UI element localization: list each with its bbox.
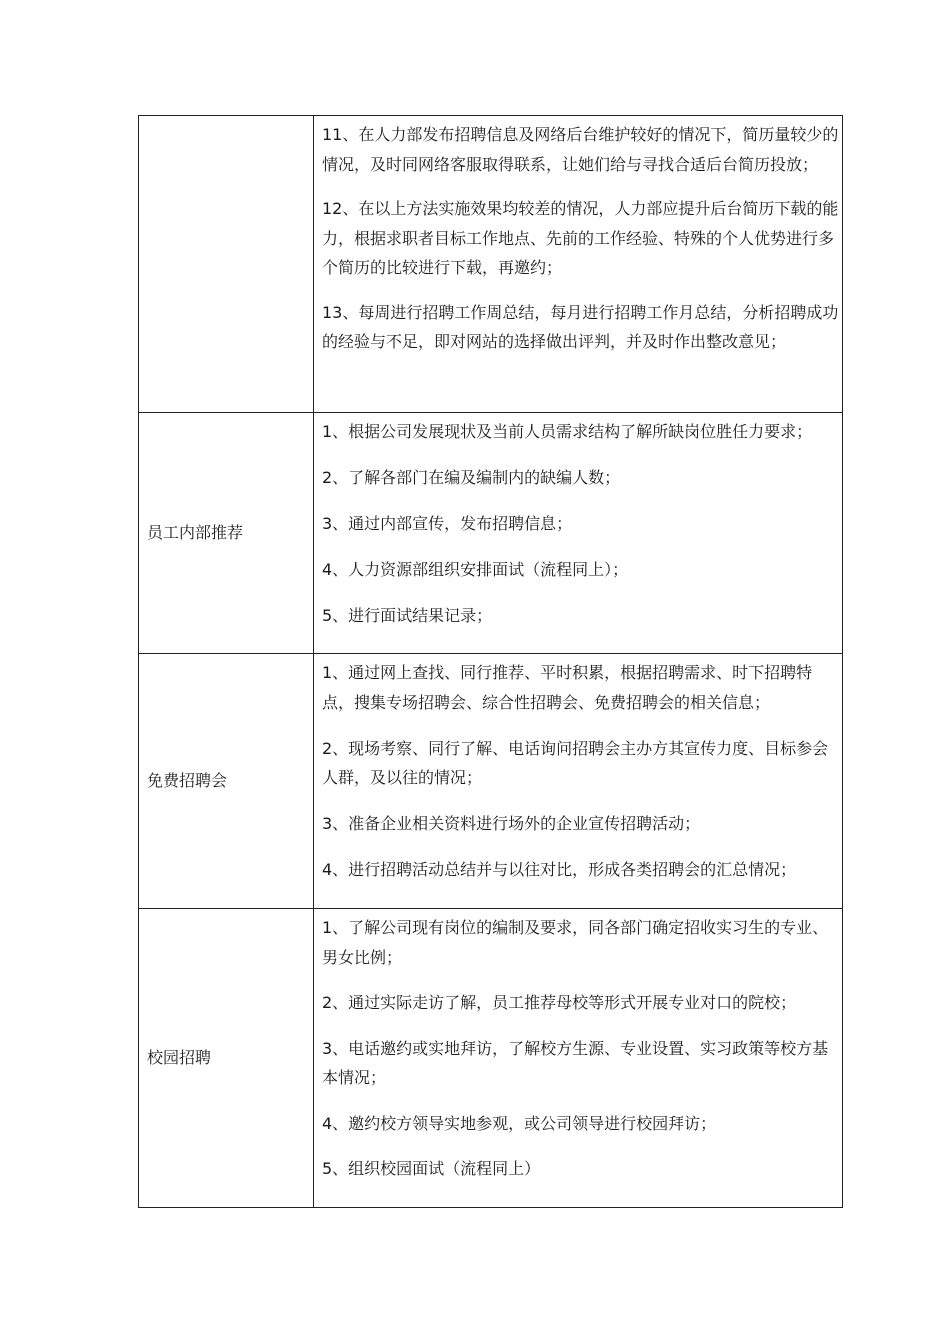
procedure-cell bbox=[314, 116, 843, 413]
method-label-cell bbox=[139, 909, 314, 1208]
procedure-item: 2、通过实际走访了解，员工推荐母校等形式开展专业对口的院校； bbox=[322, 993, 797, 1012]
procedure-item: 4、进行招聘活动总结并与以往对比，形成各类招聘会的汇总情况； bbox=[322, 860, 797, 879]
method-label: 免费招聘会 bbox=[147, 771, 228, 790]
procedure-item: 11、在人力部发布招聘信息及网络后台维护较好的情况下，简历量较少的情况，及时同网络客服取得联系，让她们给与寻找合适后台简历投放； bbox=[322, 125, 839, 174]
procedure-cell bbox=[314, 909, 843, 1208]
method-label-cell bbox=[139, 116, 314, 413]
procedure-item: 2、现场考察、同行了解、电话询问招聘会主办方其宣传力度、目标参会人群，及以往的情况； bbox=[322, 738, 829, 787]
procedure-item: 2、了解各部门在编及编制内的缺编人数； bbox=[322, 468, 621, 487]
procedure-item: 1、根据公司发展现状及当前人员需求结构了解所缺岗位胜任力要求； bbox=[322, 422, 813, 441]
procedure-item: 3、通过内部宣传，发布招聘信息； bbox=[322, 514, 573, 533]
procedure-item: 12、在以上方法实施效果均较差的情况，人力部应提升后台简历下载的能力，根据求职者目标工作地点、先前的工作经验、特殊的个人优势进行多个简历的比较进行下载，再邀约； bbox=[322, 199, 839, 277]
method-label: 校园招聘 bbox=[147, 1048, 212, 1067]
recruitment-methods-table bbox=[138, 115, 843, 1208]
procedure-item: 4、邀约校方领导实地参观，或公司领导进行校园拜访； bbox=[322, 1113, 717, 1133]
procedure-item: 3、准备企业相关资料进行场外的企业宣传招聘活动； bbox=[322, 814, 701, 833]
table-row bbox=[139, 654, 843, 909]
procedure-cell bbox=[314, 413, 843, 654]
method-label: 员工内部推荐 bbox=[147, 523, 244, 542]
procedure-item: 3、电话邀约或实地拜访，了解校方生源、专业设置、实习政策等校方基本情况； bbox=[322, 1038, 829, 1087]
table-row bbox=[139, 413, 843, 654]
procedure-item: 5、组织校园面试（流程同上） bbox=[322, 1159, 541, 1178]
procedure-item: 13、每周进行招聘工作周总结，每月进行招聘工作月总结，分析招聘成功的经验与不足，即对网站的选择做出评判，并及时作出整改意见； bbox=[322, 302, 839, 351]
procedure-item: 1、通过网上查找、同行推荐、平时积累，根据招聘需求、时下招聘特点，搜集专场招聘会、综合性招聘会、免费招聘会的相关信息； bbox=[322, 663, 813, 712]
table-row bbox=[139, 116, 843, 413]
procedure-cell bbox=[314, 654, 843, 909]
method-label-cell bbox=[139, 413, 314, 654]
table-row bbox=[139, 909, 843, 1208]
procedure-item: 5、进行面试结果记录； bbox=[322, 606, 493, 625]
procedure-item: 1、了解公司现有岗位的编制及要求，同各部门确定招收实习生的专业、男女比例； bbox=[322, 918, 829, 967]
procedure-item: 4、人力资源部组织安排面试（流程同上）； bbox=[322, 560, 629, 579]
method-label-cell bbox=[139, 654, 314, 909]
